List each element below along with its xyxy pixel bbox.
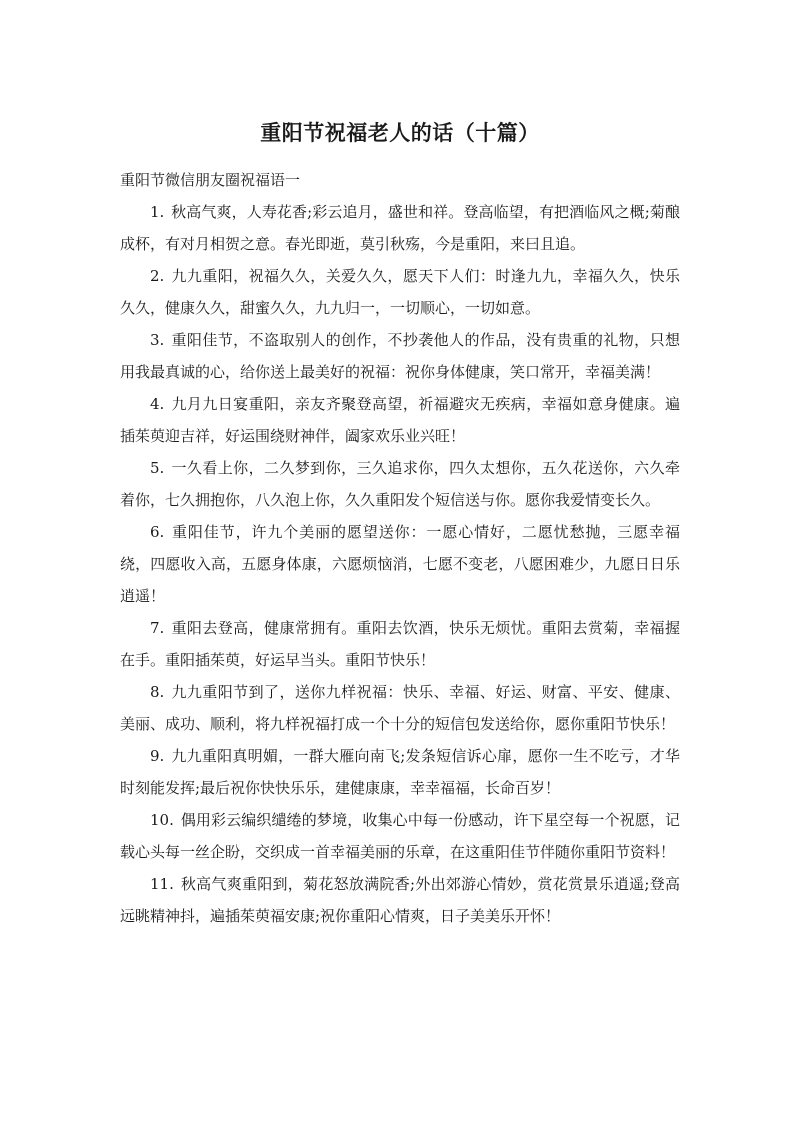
greeting-number: 3. [150, 331, 165, 349]
greeting-number: 7. [150, 619, 165, 637]
greeting-number: 8. [150, 683, 165, 701]
greeting-item [120, 452, 680, 516]
greeting-list [120, 196, 680, 932]
greeting-item [120, 196, 680, 260]
greeting-item [120, 388, 680, 452]
greeting-item [120, 868, 680, 932]
greeting-text: 九九重阳真明媚，一群大雁向南飞;发条短信诉心扉，愿你一生不吃亏，才华时刻能发挥;最后祝你快快乐乐，建健康康，幸幸福福，长命百岁！ [120, 747, 680, 797]
greeting-item [120, 740, 680, 804]
greeting-number: 5. [150, 459, 165, 477]
greeting-item [120, 324, 680, 388]
greeting-number: 2. [150, 267, 165, 285]
greeting-number: 10. [150, 811, 174, 829]
greeting-text: 重阳佳节，不盗取别人的创作，不抄袭他人的作品，没有贵重的礼物，只想用我最真诚的心，给你送上最美好的祝福：祝你身体健康，笑口常开，幸福美满！ [120, 331, 680, 381]
greeting-item [120, 804, 680, 868]
section-subtitle: 重阳节微信朋友圈祝福语一 [120, 171, 301, 189]
greeting-text: 偶用彩云编织缱绻的梦境，收集心中每一份感动，许下星空每一个祝愿，记载心头每一丝企盼，交织成一首幸福美丽的乐章，在这重阳佳节伴随你重阳节资料！ [120, 811, 680, 861]
greeting-text: 秋高气爽，人寿花香;彩云追月，盛世和祥。登高临望，有把酒临风之概;菊酿成杯，有对月相贺之意。春光即逝，莫引秋殇，今是重阳，来曰且追。 [120, 203, 680, 253]
greeting-item [120, 612, 680, 676]
greeting-item [120, 260, 680, 324]
greeting-text: 一久看上你，二久梦到你，三久追求你，四久太想你，五久花送你，六久牵着你，七久拥抱你，八久泡上你，久久重阳发个短信送与你。愿你我爱情变长久。 [120, 459, 680, 509]
greeting-text: 九九重阳，祝福久久，关爱久久，愿天下人们：时逢九九，幸福久久，快乐久久，健康久久，甜蜜久久，九九归一，一切顺心，一切如意。 [120, 267, 680, 317]
greeting-text: 九月九日宴重阳，亲友齐聚登高望，祈福避灾无疾病，幸福如意身健康。遍插茱萸迎吉祥，好运围绕财神伴，阖家欢乐业兴旺！ [120, 395, 680, 445]
greeting-number: 1. [150, 203, 165, 221]
greeting-number: 4. [150, 395, 165, 413]
greeting-text: 九九重阳节到了，送你九样祝福：快乐、幸福、好运、财富、平安、健康、美丽、成功、顺利，将九样祝福打成一个十分的短信包发送给你，愿你重阳节快乐！ [120, 683, 680, 733]
greeting-number: 9. [150, 747, 165, 765]
document-title: 重阳节祝福老人的话（十篇） [260, 121, 540, 145]
greeting-text: 重阳佳节，许九个美丽的愿望送你：一愿心情好，二愿忧愁抛，三愿幸福绕，四愿收入高，五愿身体康，六愿烦恼消，七愿不变老，八愿困难少，九愿日日乐逍遥！ [120, 523, 680, 605]
greeting-item [120, 516, 680, 612]
greeting-item [120, 676, 680, 740]
greeting-text: 重阳去登高，健康常拥有。重阳去饮酒，快乐无烦忧。重阳去赏菊，幸福握在手。重阳插茱萸，好运早当头。重阳节快乐！ [120, 619, 680, 669]
greeting-number: 11. [150, 875, 174, 893]
greeting-text: 秋高气爽重阳到，菊花怒放满院香;外出郊游心情妙，赏花赏景乐逍遥;登高远眺精神抖，遍插茱萸福安康;祝你重阳心情爽，日子美美乐开怀！ [120, 875, 680, 925]
greeting-number: 6. [150, 523, 165, 541]
